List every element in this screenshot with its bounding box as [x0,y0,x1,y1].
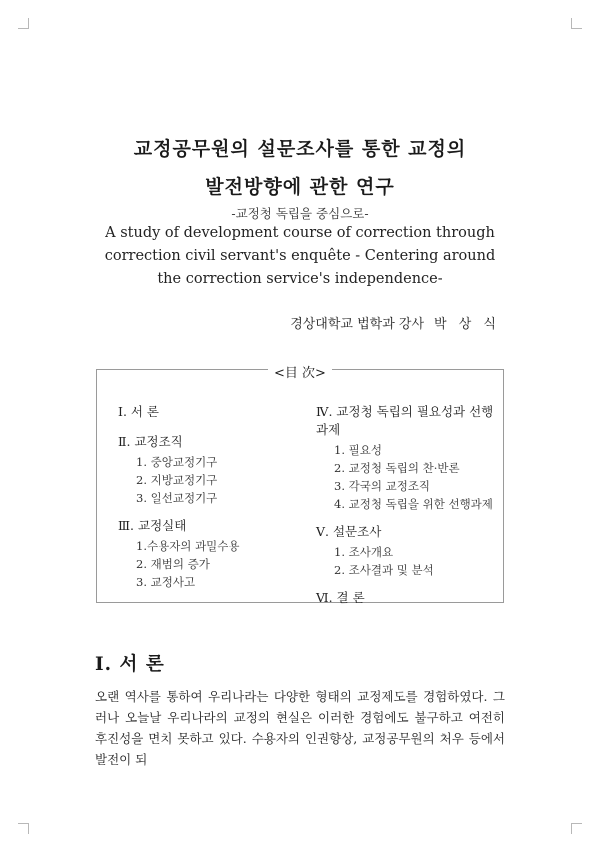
author-line [290,313,500,332]
toc-section: Ⅳ. 교정청 독립의 필요성과 선행 과제 [316,404,494,437]
crop-mark-top-right [571,18,582,29]
toc-item: 1.수용자의 과밀수용 [136,539,240,553]
toc-item: 1. 조사개요 [334,545,394,559]
body-paragraph: 오랜 역사를 통하여 우리나라는 다양한 형태의 교정제도를 경험하였다. 그러나 오늘날 우리나라의 교정의 현실은 이러한 경험에도 불구하고 여전히 후진성을 면치 못하고 있다. 수용자의 인권향상, 교정공무원의 처우 등에서 발전이 되 [95,689,505,767]
toc-item: 3. 각국의 교정조직 [334,479,431,493]
crop-mark-top-left [18,18,29,29]
toc-item: 1. 중앙교정기구 [136,455,218,469]
toc-section: Ⅵ. 결 론 [316,590,365,605]
toc-left-column [118,403,303,591]
toc-right-column [316,403,506,609]
english-title: A study of development course of correction through correction civil servant's enquête - Centering around the correction service's independence- [104,225,496,287]
toc-section: Ⅴ. 설문조사 [316,524,382,539]
author-affiliation: 경상대학교 법학과 강사 [290,317,425,332]
crop-mark-bottom-left [18,823,29,834]
toc-item: 2. 조사결과 및 분석 [334,563,434,577]
toc-heading: <目 次> [0,362,600,381]
toc-item: 2. 지방교정기구 [136,473,218,487]
toc-section: Ⅱ. 교정조직 [118,434,183,449]
toc-item: 1. 필요성 [334,443,382,457]
title-line-1: 교정공무원의 설문조사를 통한 교정의 [133,138,467,160]
toc-section: Ⅲ. 교정실태 [118,518,187,533]
crop-mark-bottom-right [571,823,582,834]
section-heading-introduction: Ⅰ. 서 론 [95,654,165,675]
author-name: 박 상 식 [434,317,500,332]
toc-item: 3. 교정사고 [136,575,196,589]
toc-item: 3. 일선교정기구 [136,491,218,505]
toc-item: 2. 재범의 증가 [136,557,210,571]
toc-section: Ⅰ. 서 론 [118,404,160,419]
toc-item: 4. 교정청 독립을 위한 선행과제 [334,497,493,511]
toc-item: 2. 교정청 독립의 찬·반론 [334,461,460,475]
title-line-2: 발전방향에 관한 연구 [205,176,395,198]
subtitle: -교정청 독립을 중심으로- [231,206,369,221]
